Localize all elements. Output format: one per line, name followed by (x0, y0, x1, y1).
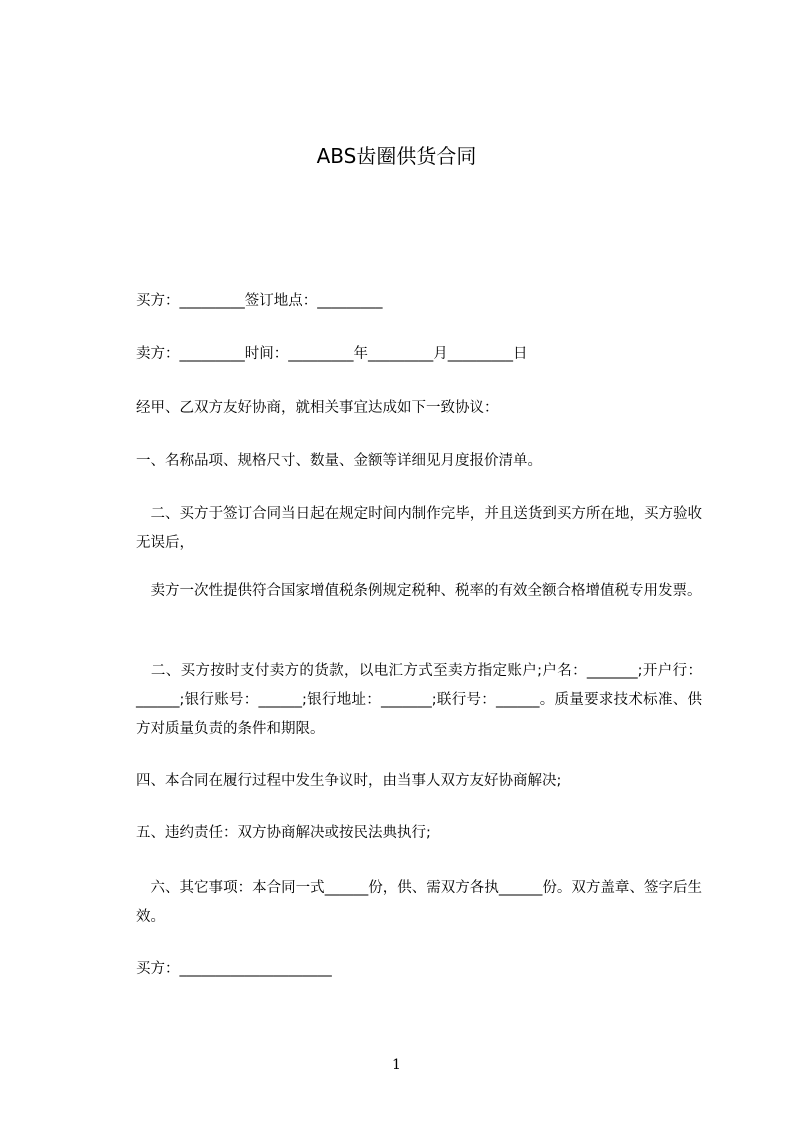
clause-1: 一、名称品项、规格尺寸、数量、金额等详细见月度报价清单。 (136, 453, 542, 469)
clause-4: 四、本合同在履行过程中发生争议时，由当事人双方友好协商解决; (136, 773, 562, 789)
clause-2a: 二、买方于签订合同当日起在规定时间内制作完毕，并且送货到买方所在地，买方验收无误后， (136, 506, 702, 551)
clause-6: 六、其它事项：本合同一式______份，供、需双方各执______份。双方盖章、签字后生效。 (136, 880, 702, 925)
page-title: ABS齿圈供货合同 (316, 144, 477, 168)
clause-3: 二、买方按时支付卖方的货款，以电汇方式至卖方指定账户;户名：_______;开户行：______;银行账号：______;银行地址：_______;联行号：______。质量要求技术标准、供方对质量负责的条件和期限。 (136, 663, 702, 737)
seller-line: 卖方：_________时间：_________年_________月_________日 (136, 346, 528, 362)
intro-paragraph: 经甲、乙双方友好协商，就相关事宜达成如下一致协议： (136, 400, 499, 416)
buyer-line: 买方：_________签订地点：_________ (136, 293, 383, 309)
signature-line: 买方：_____________________ (136, 961, 332, 977)
clause-5: 五、违约责任：双方协商解决或按民法典执行; (136, 825, 431, 841)
page-number: 1 (392, 1057, 401, 1073)
clause-2b: 卖方一次性提供符合国家增值税条例规定税种、税率的有效全额合格增值税专用发票。 (136, 583, 702, 599)
